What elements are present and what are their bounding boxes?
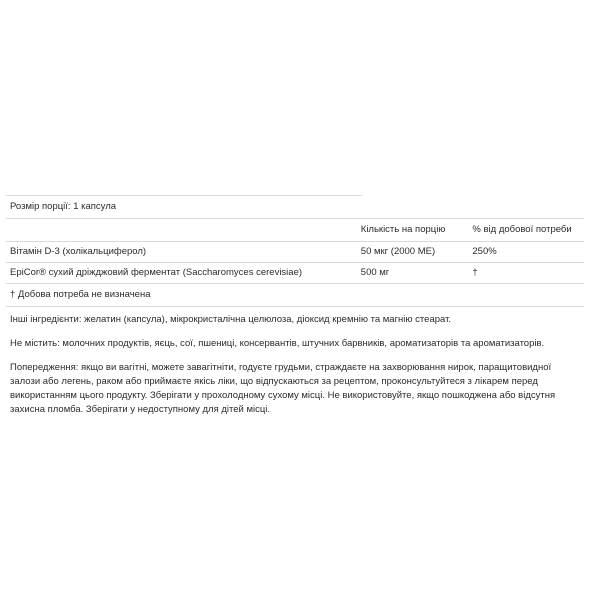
table-header-row bbox=[6, 219, 584, 241]
nutrient-name: EpiCor® сухий дріжджовий ферментат (Saccharomyces cerevisiae) bbox=[10, 267, 303, 278]
serving-size: Розмір порції: 1 капсула bbox=[10, 201, 117, 212]
header-amount-per-serving: Кількість на порцію bbox=[360, 224, 446, 235]
allergen-statement: Не містить: молочних продуктів, яєць, сої, пшениці, консервантів, штучних барвників, ароматизаторів та ароматизаторів. bbox=[10, 338, 545, 349]
other-ingredients: Інші інгредієнти: желатин (капсула), мікрокристалічна целюлоза, діоксид кремнію та магнію стеарат. bbox=[10, 314, 452, 325]
divider-line bbox=[6, 306, 584, 307]
nutrient-amount: 500 мг bbox=[360, 267, 390, 278]
supplement-facts-table bbox=[6, 195, 584, 307]
nutrient-name: Вітамін D-3 (холікальциферол) bbox=[10, 246, 147, 257]
nutrient-amount: 50 мкг (2000 МЕ) bbox=[360, 246, 436, 257]
header-nutrient bbox=[10, 219, 361, 241]
supplement-facts-panel bbox=[6, 195, 584, 417]
header-daily-value: % від добової потреби bbox=[472, 224, 572, 235]
daily-value-footnote: † Добова потреба не визначена bbox=[10, 289, 151, 300]
nutrient-daily-value: 250% bbox=[472, 246, 497, 257]
table-row bbox=[6, 263, 584, 283]
table-row bbox=[6, 242, 584, 262]
nutrient-daily-value: † bbox=[472, 267, 478, 278]
warning-text: Попередження: якщо ви вагітні, можете завагітніти, годуєте грудьми, страждаєте на захворювання нирок, паращитовидної залози або легень, раком або приймаєте якісь ліки, що відпускаються за рецептом, проконсультуйтеся з лікарем перед використанням цього продукту. Зберігати у прохолодному сухому місці. Не використовуйте, якщо пошкоджена або відсутня захисна пломба. Зберігати у недоступному для дітей місці. bbox=[10, 362, 556, 415]
